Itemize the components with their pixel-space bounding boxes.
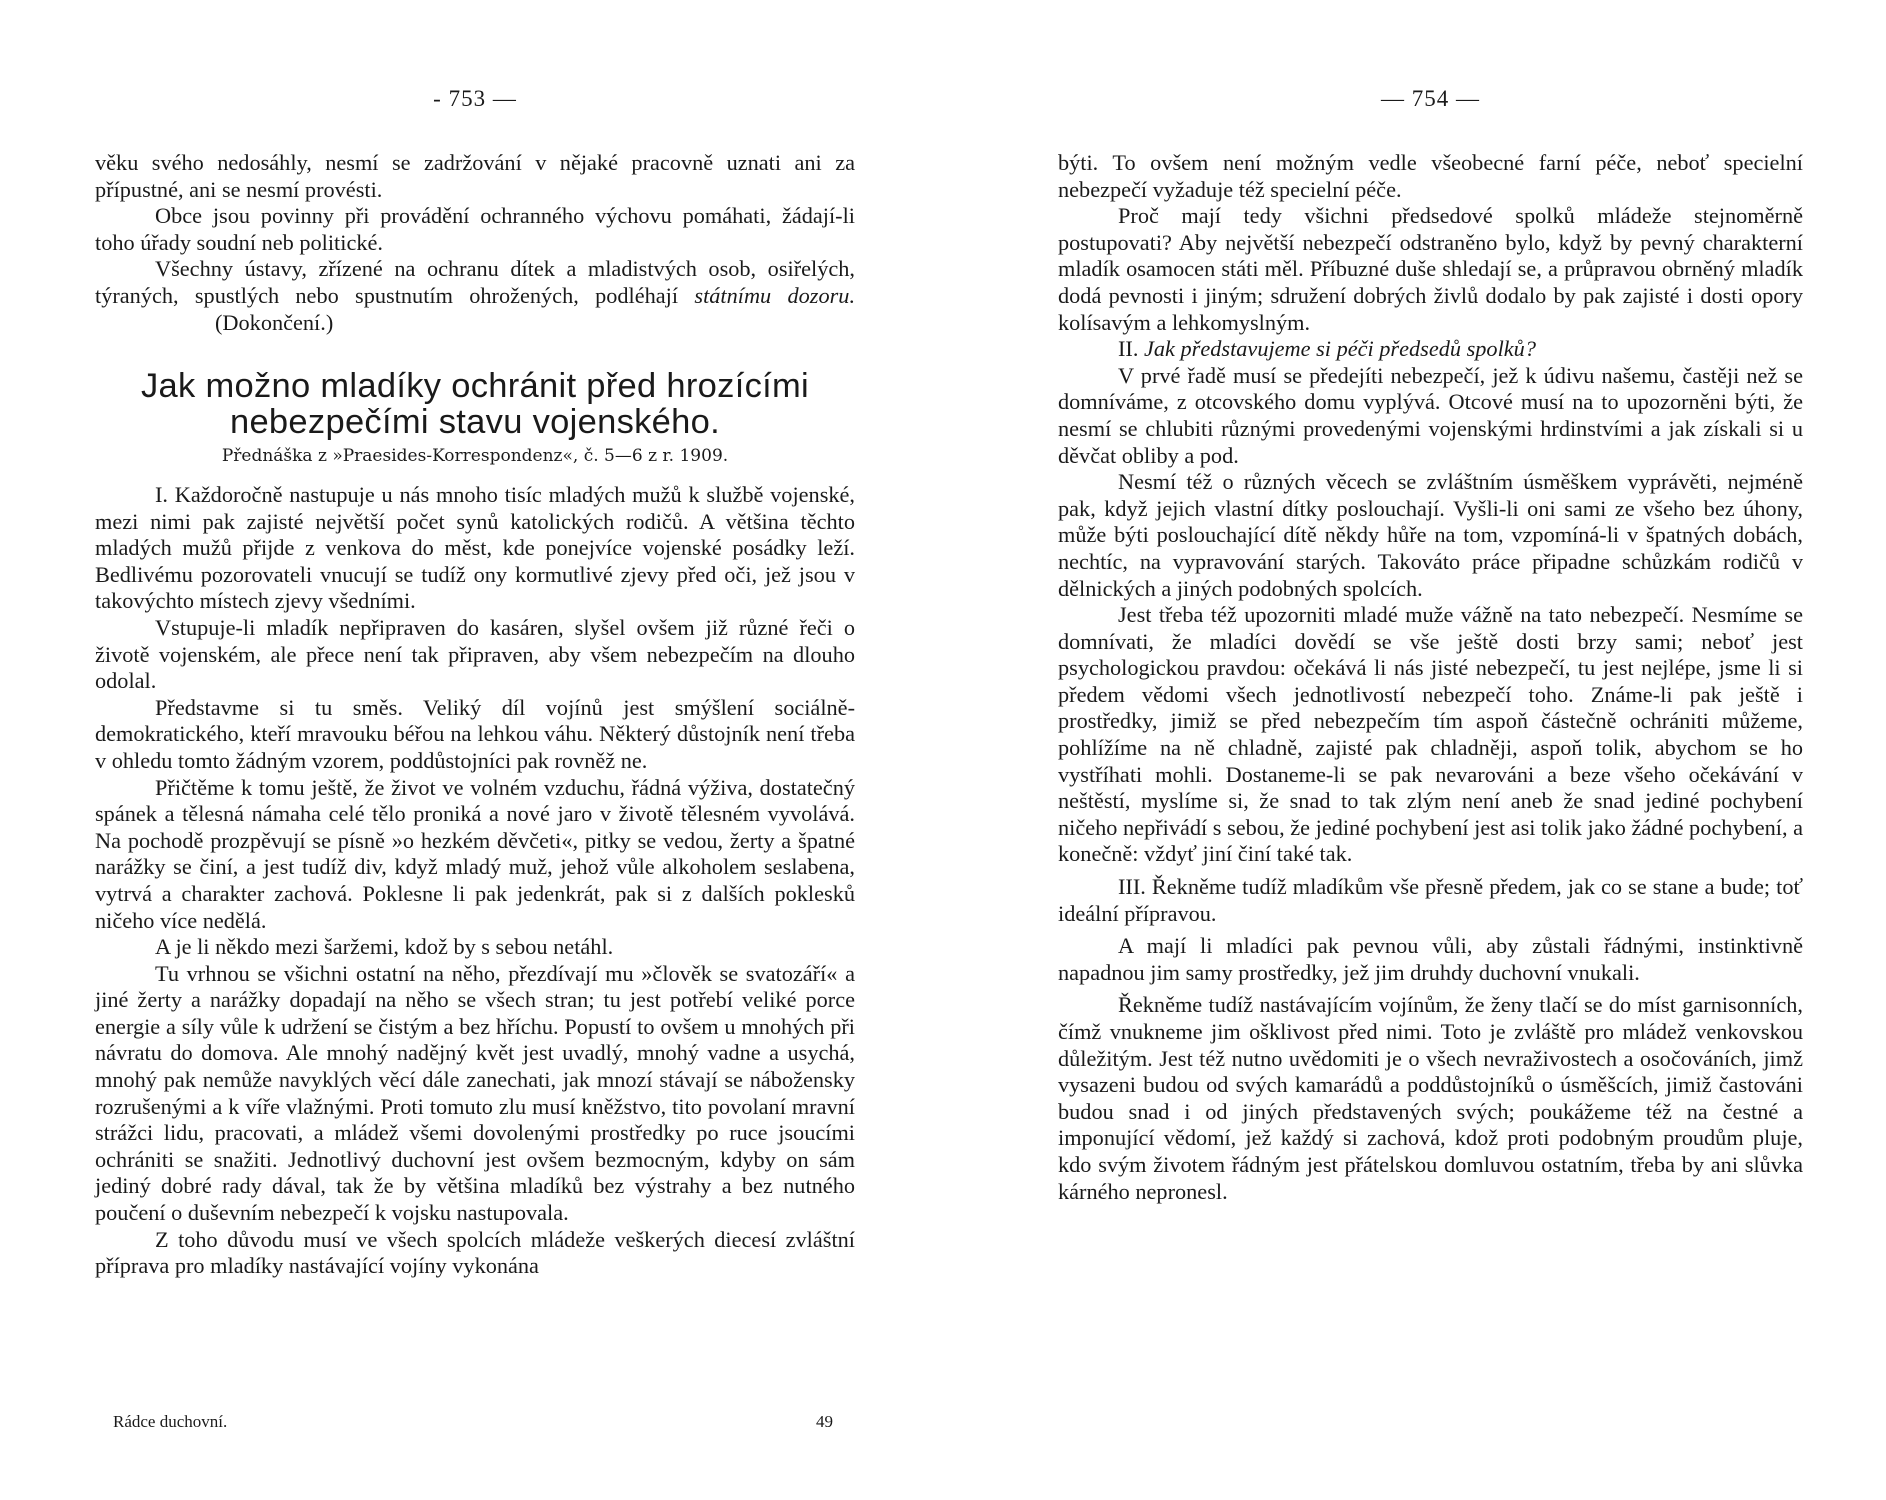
concluded-note: (Dokončení.) [215, 309, 334, 335]
footer-journal-name: Rádce duchovní. [113, 1412, 228, 1431]
right-text [1058, 150, 1803, 1205]
emphasis-text: státnímu dozoru. [694, 282, 856, 308]
article-heading [95, 368, 855, 466]
paragraph: Přičtěme k tomu ještě, že život ve volném vzduchu, řádná výživa, dostatečný spánek a tělesná námaha celé tělo proniká a nové jaro v životě tělesném vyvolává. Na pochodě prozpěvují se písně »o hezkém děvčeti«, pitky se vedou, žerty a špatné narážky se činí, a jest tudíž div, když mladý muž, jehož vůle alkoholem seslabena, vytrvá a charakter zachová. Poklesne li pak jedenkrát, pak si z dalších poklesků ničeho více nedělá. [95, 774, 855, 933]
section-title: Jak představujeme si péči předsedů spolků? [1144, 336, 1536, 362]
page-number-right: — 754 — [1381, 86, 1480, 111]
paragraph: býti. To ovšem není možným vedle všeobecné farní péče, neboť specielní nebezpečí vyžaduje též specielní péče. [1058, 150, 1803, 202]
paragraph: Proč mají tedy všichni předsedové spolků mládeže stejnoměrně postupovati? Aby největší nebezpečí odstraněno bylo, když by pevný charakterní mladík osamocen státi měl. Příbuzné duše shledají se, a průpravou obrněný mladík dodá pevnosti i jiným; sdružení dobrých živlů dodalo by pak zajisté i dosti opory kolísavým a lehkomyslným. [1058, 203, 1803, 335]
right-page [1058, 0, 1803, 1500]
paragraph: Jest třeba též upozorniti mladé muže vážně na tato nebezpečí. Nesmíme se domnívati, že mladíci dovědí se vše ještě dosti brzy sami; neboť jest psychologickou pravdou: očekává li nás jisté nebezpečí, tu jest nejlépe, jsme li si předem vědomi všech jednotlivostí nebezpečí toho. Známe-li pak ještě i prostředky, jimiž se před nebezpečím tím aspoň částečně ochrániti můžeme, pohlížíme na ně chladně, zajisté pak chladněji, aspoň tolik, abychom se ho vystříhati mohli. Dostaneme-li se pak nevarováni a beze všeho očekávání v neštěstí, myslíme si, že snad to tak zlým není aneb že snad jediné pochybení ničeho nepřivádí s sebou, že jediné pochybení jest asi tolik jako žádné pochybení, a konečně: vždyť jiní činí také tak. [1058, 602, 1803, 867]
paragraph: Nesmí též o různých věcech se zvláštním úsměškem vyprávěti, nejméně pak, když jejich vlastní dítky poslouchají. Vyšli-li oni sami ze všeho bez úhony, může býti poslouchající dítě někdy hůře na tom, vzpomíná-li v špatných dobách, nechtíc, na vypravování starých. Takováto práce připadne schůzkám rodičů v dělnických a jiných podobných spolcích. [1058, 469, 1803, 601]
page-number-left: - 753 — [433, 86, 517, 111]
paragraph: Tu vrhnou se všichni ostatní na něho, přezdívají mu »člověk se svatozáří« a jiné žerty a narážky dopadají na něho se všech stran; tu jest potřebí veliké porce energie a síly vůle k udržení se čistým a bez hříchu. Popustí to ovšem u mnohých při návratu do domova. Ale mnohý nadějný květ jest uvadlý, mnohý vadne a usychá, mnohý pak nemůže navyklých věcí dále zanechati, jak mnozí stávají se nábožensky rozrušenými a k víře vlažnými. Proti tomuto zlu musí kněžstvo, tito povolaní mravní strážci lidu, pracovati, a mládež všemi dovolenými prostředky po ruce jsoucími ochrániti se snažiti. Jednotlivý duchovní jest ovšem bezmocným, kdyby on sám jediný dobré rady dával, tak že by většina mladíků bez výstrahy a bez nutného poučení o duševním nebezpečí k vojsku nastupovala. [95, 960, 855, 1226]
paragraph: Představme si tu směs. Veliký díl vojínů jest smýšlení sociálně-demokratického, kteří mravouku béřou na lehkou váhu. Některý důstojník není třeba v ohledu tomto žádným vzorem, poddůstojníci pak rovněž ne. [95, 694, 855, 773]
left-top-text [95, 150, 855, 336]
paragraph [95, 256, 855, 336]
paragraph-text: Všechny ústavy, zřízené na ochranu dítek a mladistvých osob, osiřelých, týraných, spustlých nebo spustnutím ohrožených, podléhají [95, 256, 855, 308]
footer-signature-number: 49 [816, 1412, 833, 1431]
section-heading [1058, 336, 1803, 363]
left-article-body [95, 482, 855, 1280]
left-page [95, 0, 855, 1500]
paragraph: A mají li mladíci pak pevnou vůli, aby zůstali řádnými, instinktivně napadnou jim samy prostředky, jež jim druhdy duchovní vnukali. [1058, 933, 1803, 985]
article-title-line2: nebezpečími stavu vojenského. [229, 403, 721, 441]
paragraph: I. Každoročně nastupuje u nás mnoho tisíc mladých mužů k službě vojenské, mezi nimi pak zajisté největší počet synů katolických rodičů. A většina těchto mladých mužů přijde z venkova do měst, kde ponejvíce vojenské posádky leží. Bedlivému pozorovateli vnucují se tudíž ony kormutlivé zjevy před oči, jež jsou v takovýchto místech zjevy všedními. [95, 482, 855, 614]
paragraph: A je li někdo mezi šaržemi, kdož by s sebou netáhl. [155, 934, 614, 960]
paragraph: věku svého nedosáhly, nesmí se zadržování v nějaké pracovně uznati ani za přípustné, ani se nesmí provésti. [95, 150, 855, 202]
article-source: Přednáška z »Praesides-Korrespondenz«, č. 5—6 z r. 1909. [221, 446, 729, 466]
paragraph: III. Řekněme tudíž mladíkům vše přesně předem, jak co se stane a bude; toť ideální přípravou. [1058, 874, 1803, 926]
section-number: II. [1118, 336, 1139, 362]
paragraph: Obce jsou povinny při provádění ochranného výchovu pomáhati, žádají-li toho úřady soudní neb politické. [95, 203, 855, 255]
article-title-line1: Jak možno mladíky ochránit před hrozícími [140, 367, 810, 405]
page-footer [113, 1412, 833, 1432]
paragraph: Řekněme tudíž nastávajícím vojínům, že ženy tlačí se do míst garnisonních, čímž vnukneme jim ošklivost před nimi. Toto je zvláště pro mládež venkovskou důležitým. Jest též nutno uvědomiti je o všech nevraživostech a osočováních, jimž vysazeni budou od svých kamarádů a poddůstojníků o úsměšcích, jimiž častováni budou snad i od jiných představených svých; poukážeme též na čestné a imponující vědomí, jež každý si zachová, kdož proti podobným proudům pluje, kdo svým životem řádným jest přátelskou domluvou ostatním, třeba by ani slůvka kárného nepronesl. [1058, 992, 1803, 1204]
paragraph: Vstupuje-li mladík nepřipraven do kasáren, slyšel ovšem již různé řeči o životě vojenském, ale přece není tak připraven, aby všem nebezpečím na dlouho odolal. [95, 614, 855, 694]
paragraph: V prvé řadě musí se předejíti nebezpečí, jež k údivu našemu, častěji než se domníváme, z otcovského domu vyplývá. Otcové musí na to upozorněni býti, že nesmí se chlubiti různými provedenými vojenskými hrdinstvími a jak získali si u děvčat obliby a pod. [1058, 362, 1803, 468]
paragraph: Z toho důvodu musí ve všech spolcích mládeže veškerých diecesí zvláštní příprava pro mladíky nastávající vojíny vykonána [95, 1226, 855, 1279]
